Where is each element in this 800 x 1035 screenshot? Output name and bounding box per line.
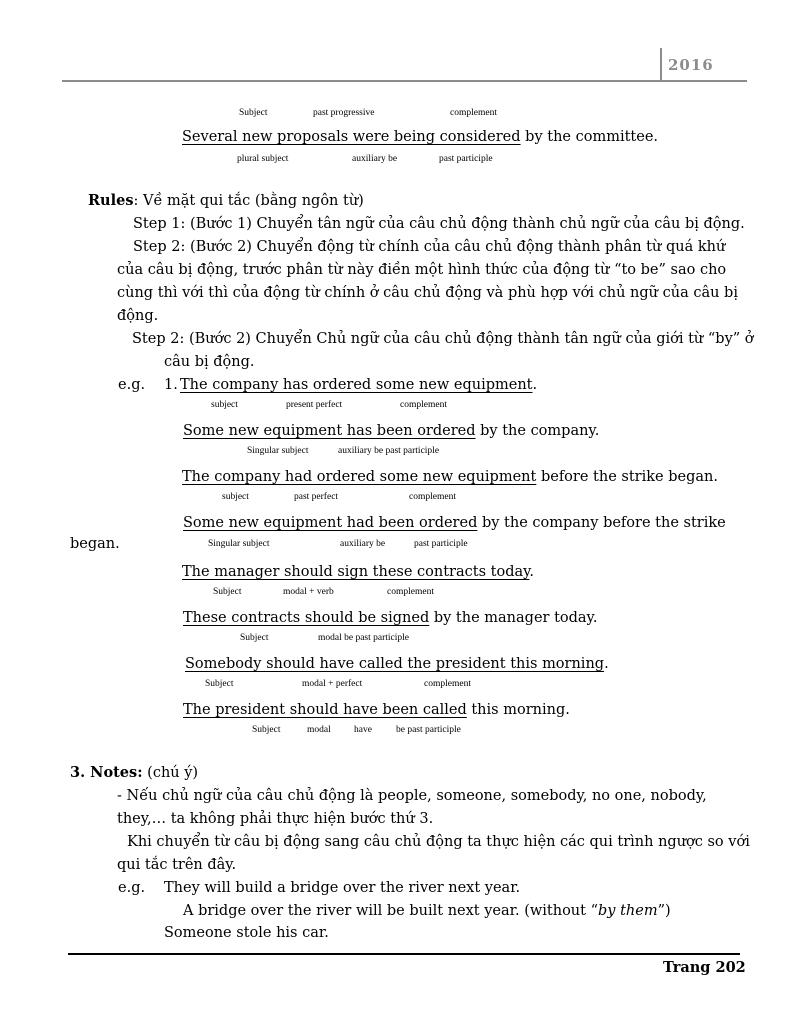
underlined-part: Several new proposals were being considered [182,129,521,145]
sentence-rest: by the committee. [520,129,659,145]
example-4 [183,513,726,533]
top-example-sentence [182,127,658,147]
header-year: 2016 [668,56,714,74]
example-2 [183,421,599,441]
notes-heading [70,763,198,783]
example-3 [182,467,718,487]
grammar-label: subject [211,400,238,410]
rules-step1: Step 1: (Bước 1) Chuyển tân ngữ của câu chủ động thành chủ ngữ của câu bị động. [133,216,745,232]
underlined-part: These contracts should be signed [183,610,430,626]
label-tense: past progressive [313,108,375,118]
grammar-label: have [354,725,372,735]
notes-example-part: A bridge over the river will be built next year. (without “ [183,903,598,919]
grammar-label: subject [222,492,249,502]
notes-line: they,… ta không phải thực hiện bước thứ 3. [117,811,434,827]
notes-line: - Nếu chủ ngữ của câu chủ động là people, someone, somebody, no one, nobody, [117,788,707,804]
sentence-rest: before the strike began. [536,469,718,485]
grammar-label: Subject [205,679,234,689]
grammar-label: be past participle [396,725,461,735]
grammar-label: auxiliary be past participle [338,446,440,456]
sentence-rest: by the manager today. [429,610,598,626]
underlined-part: The company had ordered some new equipment [182,469,537,485]
example-number: 1. [164,377,178,393]
sentence-rest: . [532,377,538,393]
grammar-label: Subject [240,633,269,643]
grammar-label: modal + verb [283,587,334,597]
label-subject: Subject [239,108,268,118]
example-7 [185,654,609,674]
underlined-part: The company has ordered some new equipment [180,377,533,393]
grammar-label: Subject [252,725,281,735]
sub-label: past participle [439,154,493,164]
notes-example: They will build a bridge over the river next year. [164,880,521,896]
grammar-label: Singular subject [208,539,270,549]
grammar-label: modal [307,725,331,735]
notes-title-rest: (chú ý) [142,765,199,781]
grammar-label: Singular subject [247,446,309,456]
notes-example [183,901,671,921]
rules-step2-line: của câu bị động, trước phân từ này điền một hình thức của động từ “to be” sao cho [117,262,727,278]
notes-example: Someone stole his car. [164,925,329,941]
sub-label: auxiliary be [352,154,398,164]
notes-line: qui tắc trên đây. [117,857,237,873]
example-5 [182,562,534,582]
rules-step2-line: cùng thì với thì của động từ chính ở câu chủ động và phù hợp với chủ ngữ của câu bị [117,285,738,301]
sentence-rest: . [529,564,534,580]
eg-label: e.g. [118,377,146,393]
grammar-label: modal + perfect [302,679,363,689]
grammar-label: complement [400,400,447,410]
example-4-wrap: began. [70,536,120,552]
rules-step3-line: câu bị động. [164,354,255,370]
grammar-label: complement [409,492,456,502]
rules-step2-line: động. [117,308,159,324]
rules-heading [88,191,364,211]
example-1 [180,375,537,395]
header-rule [62,80,747,82]
sentence-rest: this morning. [466,702,570,718]
rules-title: Rules [88,192,134,209]
rules-title-rest: : Về mặt qui tắc (bằng ngôn từ) [133,193,364,209]
underlined-part: The manager should sign these contracts today [182,564,530,580]
underlined-part: Some new equipment had been ordered [183,515,478,531]
grammar-label: modal be past participle [318,633,410,643]
grammar-label: auxiliary be [340,539,386,549]
grammar-label: past perfect [294,492,339,502]
rules-step3-line: Step 2: (Bước 2) Chuyển Chủ ngữ của câu chủ động thành tân ngữ của giới từ “by” ở [132,331,754,347]
sentence-rest: by the company. [475,423,600,439]
notes-line: Khi chuyển từ câu bị động sang câu chủ động ta thực hiện các qui trình ngược so với [127,834,750,850]
notes-example-part: ”) [657,903,671,919]
sub-label: plural subject [237,154,289,164]
notes-title: 3. Notes: [70,764,143,781]
example-8 [183,700,570,720]
notes-eg-label: e.g. [118,880,146,896]
underlined-part: The president should have been called [183,702,467,718]
sentence-rest: . [604,656,609,672]
grammar-label: present perfect [286,400,343,410]
underlined-part: Some new equipment has been ordered [183,423,476,439]
sentence-rest: by the company before the strike [477,515,726,531]
grammar-label: Subject [213,587,242,597]
page-number: Trang 202 [663,959,746,976]
label-complement: complement [450,108,497,118]
grammar-label: complement [424,679,471,689]
grammar-label: complement [387,587,434,597]
example-6 [183,608,597,628]
grammar-label: past participle [414,539,468,549]
footer-rule [68,953,740,955]
header-divider [660,48,662,80]
rules-step2-line: Step 2: (Bước 2) Chuyển động từ chính của câu chủ động thành phân từ quá khứ [133,239,726,255]
underlined-part: Somebody should have called the president this morning [185,656,605,672]
notes-example-italic: by them [598,903,658,919]
